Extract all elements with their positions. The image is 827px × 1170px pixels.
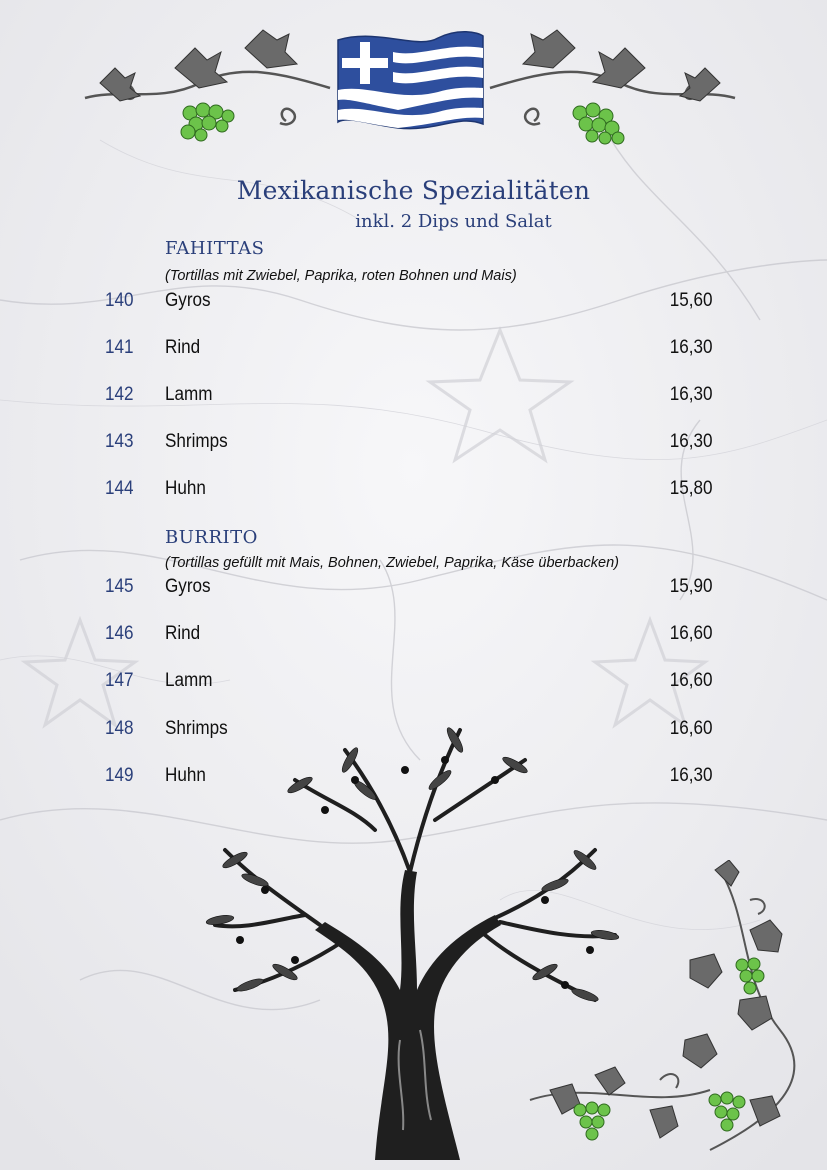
item-name: Gyros bbox=[165, 576, 211, 597]
item-price: 16,60 bbox=[670, 670, 713, 691]
item-number: 145 bbox=[105, 576, 134, 597]
section-title-burrito: BURRITO bbox=[165, 527, 258, 548]
menu-item-row bbox=[0, 623, 827, 649]
item-number: 142 bbox=[105, 384, 134, 405]
item-number: 141 bbox=[105, 337, 134, 358]
item-name: Rind bbox=[165, 337, 201, 358]
item-name: Huhn bbox=[165, 478, 206, 499]
item-number: 147 bbox=[105, 670, 134, 691]
item-price: 16,30 bbox=[670, 337, 713, 358]
item-price: 16,60 bbox=[670, 718, 713, 739]
page-subtitle: inkl. 2 Dips und Salat bbox=[355, 211, 552, 232]
item-price: 16,60 bbox=[670, 623, 713, 644]
item-name: Rind bbox=[165, 623, 201, 644]
item-price: 16,30 bbox=[670, 384, 713, 405]
menu-item-row bbox=[0, 384, 827, 410]
item-price: 16,30 bbox=[670, 765, 713, 786]
menu-item-row bbox=[0, 576, 827, 602]
item-price: 15,90 bbox=[670, 576, 713, 597]
item-price: 16,30 bbox=[670, 431, 713, 452]
header-ornament bbox=[80, 28, 740, 153]
menu-item-row bbox=[0, 337, 827, 363]
section-title-fahittas: FAHITTAS bbox=[165, 238, 265, 259]
item-price: 15,60 bbox=[670, 290, 713, 311]
grapevine-icon bbox=[510, 860, 827, 1160]
item-name: Lamm bbox=[165, 670, 213, 691]
item-price: 15,80 bbox=[670, 478, 713, 499]
item-name: Shrimps bbox=[165, 431, 228, 452]
menu-item-row bbox=[0, 290, 827, 316]
item-number: 144 bbox=[105, 478, 134, 499]
item-name: Shrimps bbox=[165, 718, 228, 739]
menu-item-row bbox=[0, 670, 827, 696]
item-name: Gyros bbox=[165, 290, 211, 311]
item-number: 140 bbox=[105, 290, 134, 311]
section-description: (Tortillas gefüllt mit Mais, Bohnen, Zwiebel, Paprika, Käse überbacken) bbox=[165, 555, 620, 571]
item-number: 143 bbox=[105, 431, 134, 452]
greek-flag-icon bbox=[338, 32, 483, 129]
item-name: Lamm bbox=[165, 384, 213, 405]
item-number: 149 bbox=[105, 765, 134, 786]
item-number: 146 bbox=[105, 623, 134, 644]
item-number: 148 bbox=[105, 718, 134, 739]
section-description: (Tortillas mit Zwiebel, Paprika, roten Bohnen und Mais) bbox=[165, 268, 517, 284]
menu-item-row bbox=[0, 431, 827, 457]
item-name: Huhn bbox=[165, 765, 206, 786]
page-title: Mexikanische Spezialitäten bbox=[236, 176, 591, 205]
menu-item-row bbox=[0, 478, 827, 504]
